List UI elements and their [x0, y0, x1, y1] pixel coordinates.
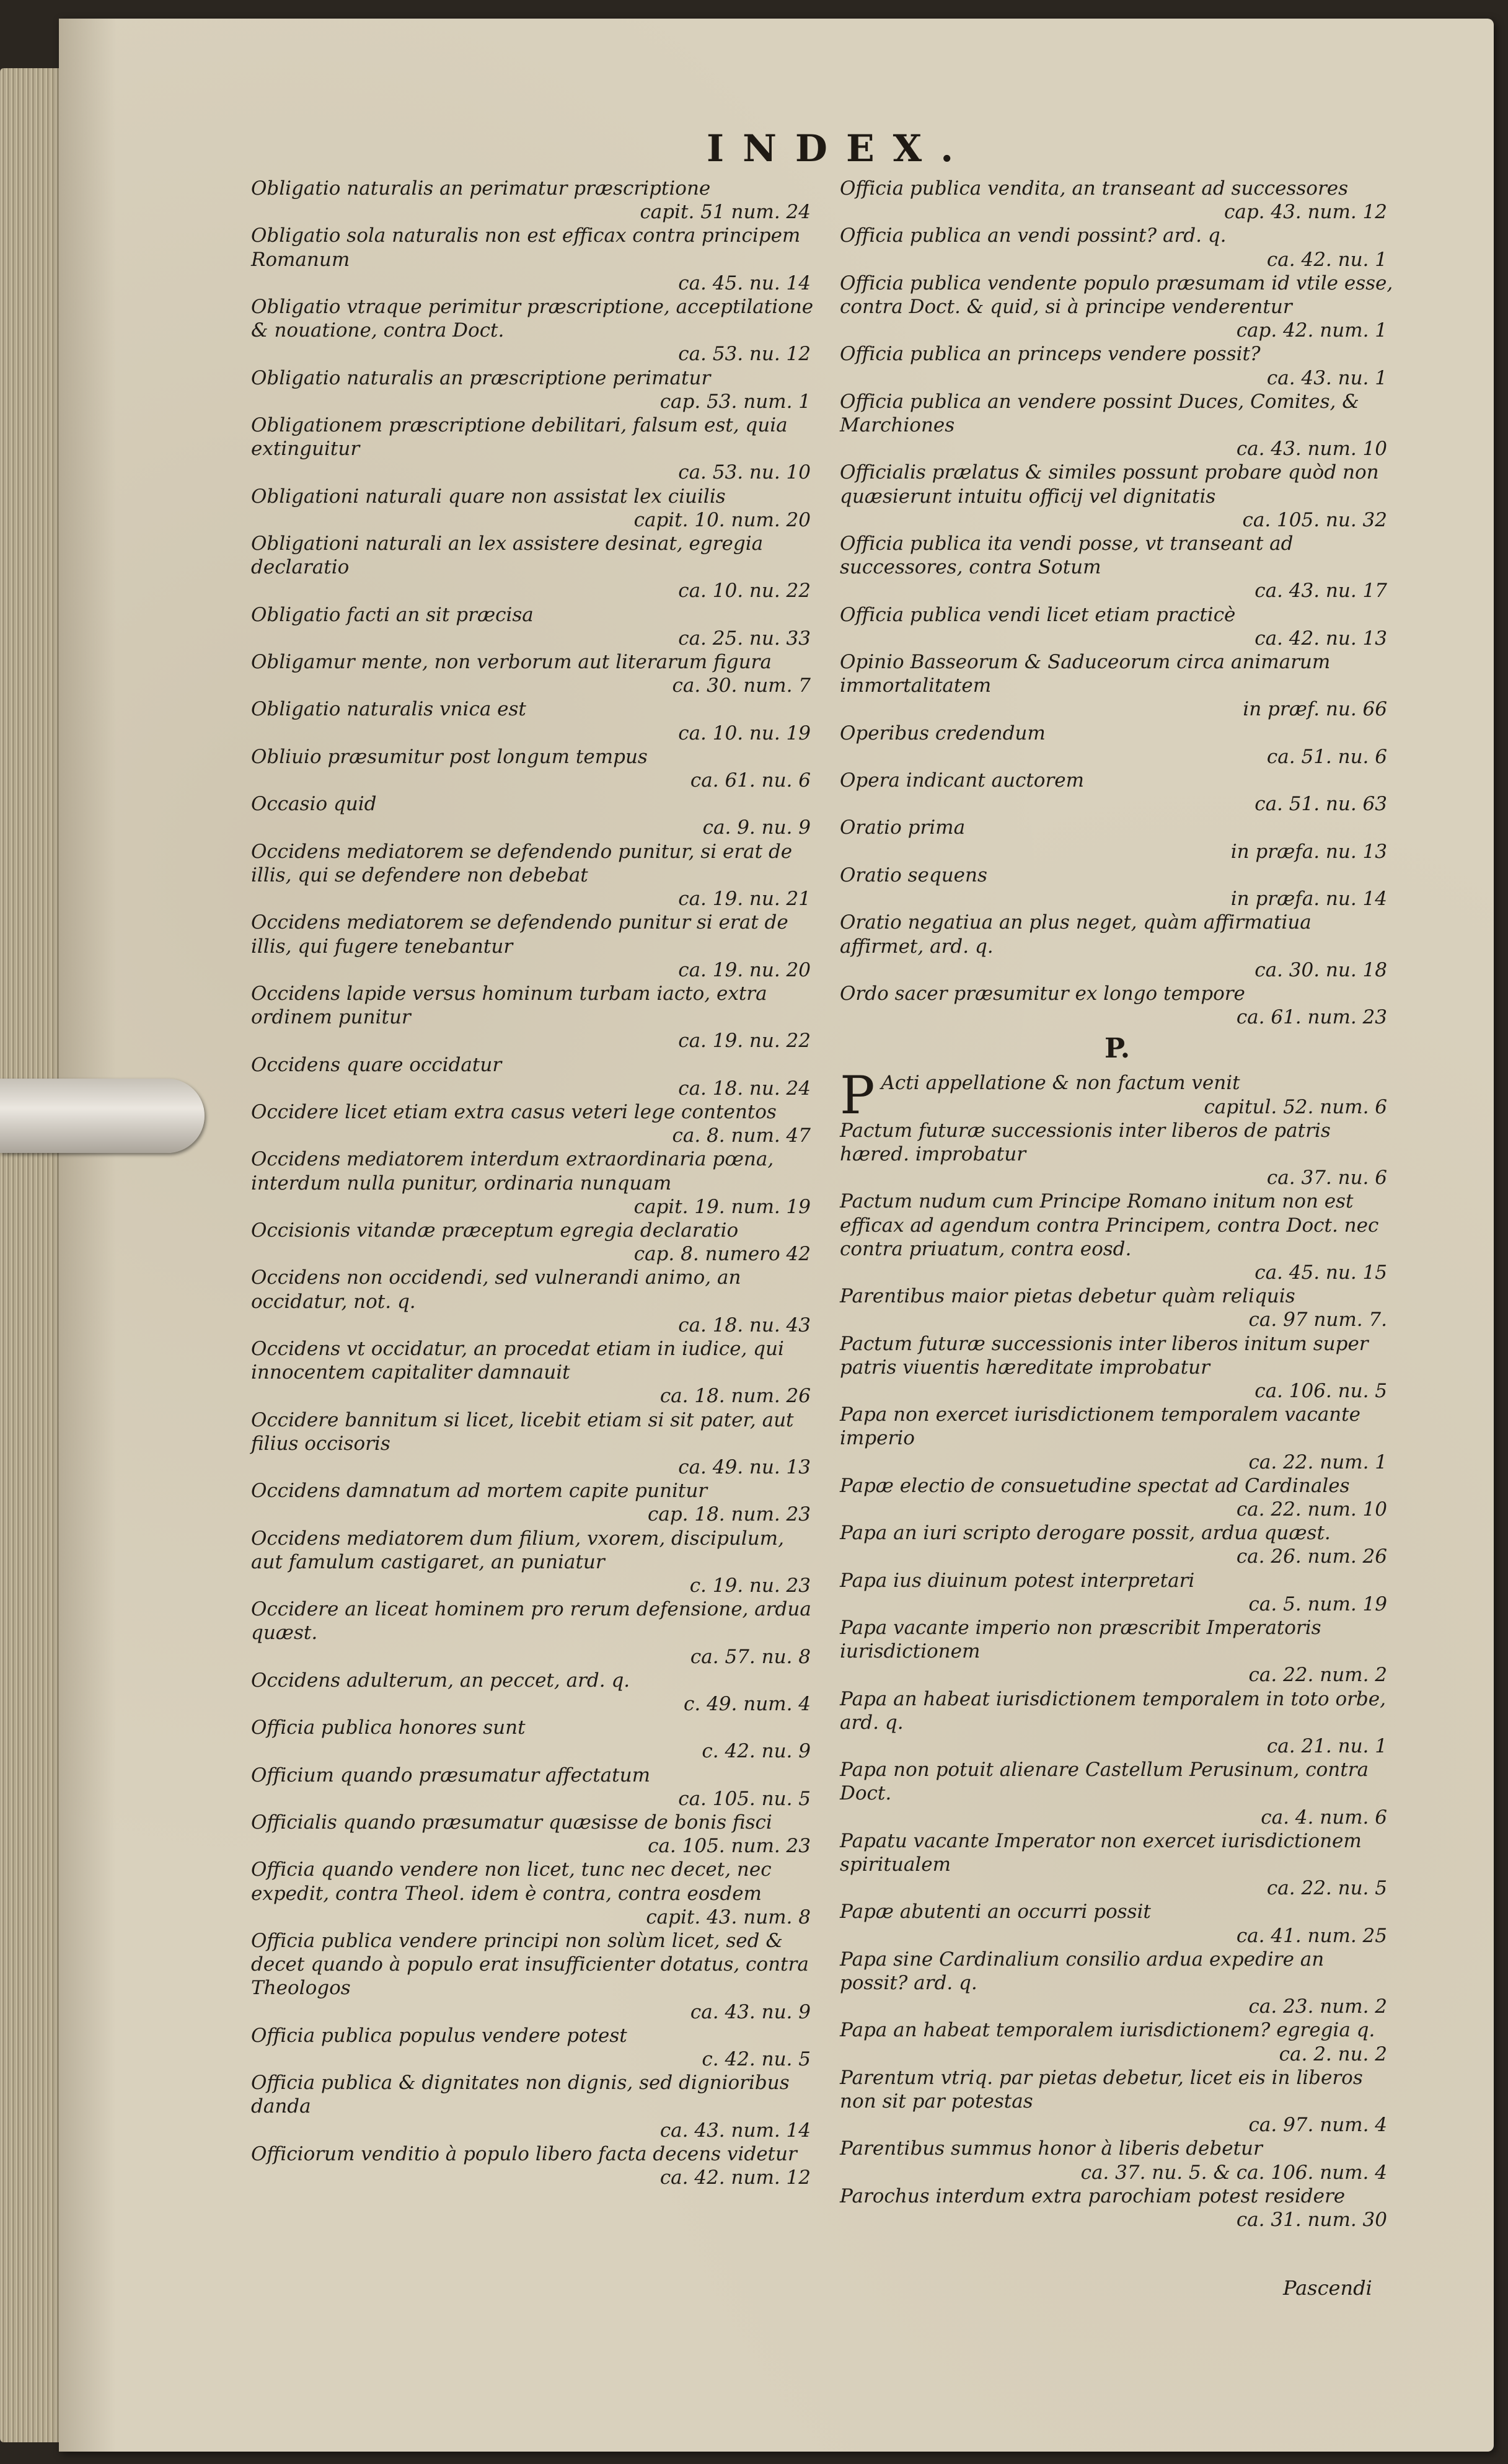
index-entry	[251, 1929, 818, 2024]
entry-reference: cap. 43. num. 12	[1224, 201, 1387, 224]
entry-text: Officia publica an vendi possint? ard. q.	[840, 224, 1227, 247]
entry-reference: ca. 43. num. 10	[1236, 438, 1387, 461]
entry-text: Officia publica vendi licet etiam practicè	[840, 603, 1236, 626]
entry-reference: ca. 37. nu. 5. & ca. 106. num. 4	[1080, 2161, 1387, 2184]
entry-text: Officialis prælatus & similes possunt probare quòd non quæsierunt intuitu officij vel dignitatis	[840, 461, 1379, 508]
entry-reference: ca. 22. num. 2	[1248, 1664, 1387, 1687]
entry-reference: ca. 53. nu. 12	[678, 343, 811, 366]
index-entry	[251, 1053, 818, 1100]
index-entry	[840, 722, 1395, 769]
index-entry	[251, 1219, 818, 1266]
index-entry	[251, 1266, 818, 1337]
entry-reference: cap. 42. num. 1	[1236, 319, 1387, 342]
entry-reference: ca. 61. nu. 6	[690, 769, 811, 792]
entry-reference: ca. 22. num. 1	[1248, 1451, 1387, 1473]
index-entry	[840, 650, 1395, 722]
index-entry	[840, 1403, 1395, 1474]
index-entry	[840, 1758, 1395, 1829]
entry-text: Occidens lapide versus hominum turbam iacto, extra ordinem punitur	[251, 982, 767, 1029]
entry-text: Parentibus maior pietas debetur quàm reliquis	[840, 1285, 1295, 1308]
entry-reference: ca. 8. num. 47	[672, 1124, 811, 1147]
entry-text: Obligatio naturalis an perimatur præscriptione	[251, 177, 711, 200]
entry-text: Acti appellatione & non factum venit	[881, 1072, 1240, 1095]
index-entry	[251, 413, 818, 485]
entry-text: Obligatio sola naturalis non est efficax contra principem Romanum	[251, 224, 801, 271]
index-entry	[251, 295, 818, 366]
index-entry	[840, 816, 1395, 863]
index-entry	[840, 1948, 1395, 2019]
entry-text: Obligamur mente, non verborum aut literarum figura	[251, 651, 772, 674]
entry-text: Occidens mediatorem dum filium, vxorem, discipulum, aut famulum castigaret, an puniatur	[251, 1527, 784, 1573]
entry-reference: ca. 57. nu. 8	[690, 1645, 811, 1668]
index-entry	[251, 1597, 818, 1669]
index-entries-o	[840, 177, 1395, 1029]
entry-text: Pactum futuræ successionis inter liberos de patris hæred. improbatur	[840, 1119, 1331, 1165]
entry-reference: ca. 53. nu. 10	[678, 461, 811, 484]
entry-text: Officia publica vendere principi non solùm licet, sed & decet quando à populo erat insufficienter dotatus, contra Theologos	[251, 1930, 809, 2000]
entry-text: Obligationi naturali an lex assistere desinat, egregia declaratio	[251, 532, 764, 579]
entry-reference: capit. 19. num. 19	[633, 1195, 811, 1218]
entry-text: Oratio prima	[840, 816, 966, 839]
index-entry	[251, 911, 818, 982]
entry-reference: ca. 18. num. 26	[659, 1385, 811, 1408]
entry-reference: ca. 21. nu. 1	[1266, 1735, 1387, 1757]
entry-reference: ca. 51. nu. 6	[1266, 745, 1387, 768]
index-entry	[251, 177, 818, 224]
entry-reference: in præf. nu. 66	[1243, 698, 1387, 721]
entry-text: Obligatio naturalis an præscriptione perimatur	[251, 366, 711, 389]
index-entry	[840, 1119, 1395, 1190]
entry-text: Parentibus summus honor à liberis debetur	[840, 2137, 1263, 2160]
entry-reference: ca. 97 num. 7.	[1248, 1309, 1387, 1331]
entry-text: Occidens mediatorem interdum extraordinaria pœna, interdum nulla punitur, ordinaria nunquam	[251, 1148, 774, 1194]
index-entry	[840, 2184, 1395, 2232]
entry-text: Occidens vt occidatur, an procedat etiam in iudice, qui innocentem capitaliter damnauit	[251, 1337, 784, 1384]
entry-reference: ca. 61. num. 23	[1236, 1006, 1387, 1029]
entry-reference: ca. 37. nu. 6	[1266, 1167, 1387, 1190]
entry-reference: ca. 22. num. 10	[1236, 1498, 1387, 1521]
entry-reference: cap. 8. numero 42	[633, 1243, 811, 1266]
index-entry	[840, 224, 1395, 271]
index-entry	[840, 532, 1395, 603]
entry-reference: in præfa. nu. 14	[1230, 888, 1387, 911]
entry-reference: in præfa. nu. 13	[1230, 840, 1387, 863]
index-entry	[251, 1479, 818, 1526]
entry-text: Occisionis vitandæ præceptum egregia declaratio	[251, 1219, 739, 1242]
entry-text: Papa an habeat temporalem iurisdictionem? egregia q.	[840, 2019, 1375, 2042]
index-entry	[840, 603, 1395, 650]
index-entry	[251, 1858, 818, 1929]
entry-text: Occasio quid	[251, 793, 377, 816]
entry-reference: ca. 2. nu. 2	[1279, 2042, 1387, 2065]
entry-text: Pactum futuræ successionis inter liberos initum super patris viuentis hæreditate improbatur	[840, 1332, 1369, 1379]
entry-text: Papa non potuit alienare Castellum Perusinum, contra Doct.	[840, 1759, 1369, 1805]
entry-reference: ca. 10. nu. 19	[678, 722, 811, 744]
entry-reference: ca. 30. nu. 18	[1254, 958, 1387, 981]
entry-text: Occidere licet etiam extra casus veteri lege contentos	[251, 1100, 777, 1123]
index-entry	[840, 1065, 1395, 1126]
entry-reference: ca. 51. nu. 63	[1254, 793, 1387, 816]
entry-reference: ca. 19. nu. 22	[678, 1030, 811, 1053]
entry-text: Officia publica & dignitates non dignis, sed dignioribus danda	[251, 2072, 790, 2118]
index-entry	[840, 1474, 1395, 1521]
index-entry	[251, 1764, 818, 1811]
entry-text: Officiorum venditio à populo libero facta decens videtur	[251, 2142, 797, 2165]
index-entry	[251, 1408, 818, 1480]
index-entry	[251, 485, 818, 532]
entry-reference: capitul. 52. num. 6	[1204, 1095, 1387, 1118]
entry-reference: ca. 19. nu. 20	[678, 958, 811, 981]
entry-text: Obligationi naturali quare non assistat lex ciuilis	[251, 485, 726, 508]
entry-reference: c. 42. nu. 9	[702, 1740, 811, 1763]
index-entry	[251, 982, 818, 1053]
entry-text: Papa an iuri scripto derogare possit, ardua quæst.	[840, 1522, 1331, 1545]
index-entry	[840, 1284, 1395, 1331]
entry-reference: ca. 42. num. 12	[659, 2166, 811, 2189]
entry-reference: capit. 51 num. 24	[640, 201, 811, 224]
index-entry	[251, 532, 818, 603]
entry-text: Oratio sequens	[840, 863, 987, 886]
index-entry	[840, 863, 1395, 911]
entry-reference: ca. 4. num. 6	[1261, 1806, 1387, 1829]
entry-text: Occidens mediatorem se defendendo punitur, si erat de illis, qui se defendere non debebat	[251, 840, 793, 886]
index-entry	[840, 2066, 1395, 2137]
entry-reference: ca. 41. num. 25	[1236, 1924, 1387, 1947]
entry-text: Obligationem præscriptione debilitari, falsum est, quia extinguitur	[251, 414, 788, 461]
entry-text: Opinio Basseorum & Saduceorum circa animarum immortalitatem	[840, 651, 1331, 697]
entry-text: Papa ius diuinum potest interpretari	[840, 1569, 1195, 1592]
entry-text: Officia publica an vendere possint Duces, Comites, & Marchiones	[840, 390, 1359, 437]
entry-reference: ca. 105. num. 23	[648, 1835, 811, 1858]
entry-text: Occidens mediatorem se defendendo punitur si erat de illis, qui fugere tenebantur	[251, 911, 788, 958]
entry-text: Parentum vtriq. par pietas debetur, licet eis in liberos non sit par potestas	[840, 2066, 1363, 2113]
entry-text: Obliuio præsumitur post longum tempus	[251, 745, 648, 768]
index-entry	[251, 1147, 818, 1219]
entry-text: Papa vacante imperio non præscribit Imperatoris iurisdictionem	[840, 1616, 1321, 1663]
entry-text: Papæ abutenti an occurri possit	[840, 1901, 1151, 1923]
book-clamp	[0, 1079, 205, 1153]
entry-text: Officialis quando præsumatur quæsisse de bonis fisci	[251, 1811, 772, 1834]
entry-reference: ca. 43. nu. 17	[1254, 580, 1387, 603]
index-entry	[251, 2024, 818, 2071]
entry-reference: ca. 42. nu. 1	[1266, 248, 1387, 271]
entry-text: Officium quando præsumatur affectatum	[251, 1764, 650, 1786]
index-entry	[840, 177, 1395, 224]
index-entry	[251, 2142, 818, 2189]
entry-text: Parochus interdum extra parochiam potest residere	[840, 2184, 1346, 2207]
entry-text: Occidere bannitum si licet, licebit etiam si sit pater, aut filius occisoris	[251, 1408, 794, 1455]
entry-text: Occidens damnatum ad mortem capite punitur	[251, 1480, 708, 1503]
entry-text: Officia publica vendente populo præsumam id vtile esse, contra Doct. & quid, si à principe venderentur	[840, 272, 1393, 319]
index-entry	[840, 982, 1395, 1029]
entry-text: Obligatio vtraque perimitur præscriptione, acceptilatione & nouatione, contra Doct.	[251, 296, 814, 342]
entry-text: Occidens quare occidatur	[251, 1053, 502, 1076]
index-entry	[251, 1100, 818, 1147]
entry-text: Officia publica populus vendere potest	[251, 2024, 627, 2047]
index-entry	[840, 1616, 1395, 1687]
index-entry	[251, 2071, 818, 2142]
index-entry	[840, 342, 1395, 389]
page-edges	[0, 68, 68, 2442]
entry-text: Occidens adulterum, an peccet, ard. q.	[251, 1669, 630, 1692]
entry-reference: c. 49. num. 4	[684, 1693, 811, 1715]
index-column-right	[840, 177, 1395, 2232]
index-entry	[251, 366, 818, 413]
index-entry	[251, 603, 818, 650]
entry-reference: ca. 18. nu. 24	[678, 1077, 811, 1100]
entry-reference: ca. 10. nu. 22	[678, 580, 811, 603]
index-entry	[840, 1900, 1395, 1947]
index-entry	[251, 1716, 818, 1763]
entry-reference: ca. 43. nu. 1	[1266, 366, 1387, 389]
catchword: Pascendi	[1283, 2276, 1372, 2300]
index-entry	[840, 1829, 1395, 1901]
index-entry	[840, 390, 1395, 461]
entry-reference: ca. 42. nu. 13	[1254, 627, 1387, 650]
entry-text: Papatu vacante Imperator non exercet iurisdictionem spiritualem	[840, 1829, 1362, 1876]
entry-reference: ca. 26. num. 26	[1236, 1545, 1387, 1568]
index-entry	[840, 1569, 1395, 1616]
index-entry	[840, 1190, 1395, 1284]
entry-reference: ca. 9. nu. 9	[702, 816, 811, 839]
entry-reference: ca. 23. num. 2	[1248, 1995, 1387, 2018]
entry-reference: ca. 45. nu. 15	[1254, 1261, 1387, 1284]
entry-reference: capit. 10. num. 20	[633, 508, 811, 531]
index-entry	[840, 461, 1395, 532]
entry-text: Officia quando vendere non licet, tunc nec decet, nec expedit, contra Theol. idem è contra, contra eosdem	[251, 1858, 772, 1905]
index-entry	[840, 2137, 1395, 2184]
entry-reference: ca. 97. num. 4	[1248, 2114, 1387, 2137]
entry-text: Officia publica vendita, an transeant ad successores	[840, 177, 1349, 200]
entry-text: Oratio negatiua an plus neget, quàm affirmatiua affirmet, ard. q.	[840, 911, 1312, 958]
entry-text: Ordo sacer præsumitur ex longo tempore	[840, 982, 1245, 1005]
index-entry	[840, 1687, 1395, 1759]
index-entry	[840, 1332, 1395, 1403]
entry-text: Opera indicant auctorem	[840, 769, 1085, 792]
index-entry	[251, 1811, 818, 1858]
index-entry	[251, 1669, 818, 1716]
entry-text: Papa non exercet iurisdictionem temporalem vacante imperio	[840, 1403, 1360, 1450]
index-entry	[251, 792, 818, 839]
dropcap: P	[840, 1065, 875, 1126]
page-header: INDEX.	[707, 127, 972, 170]
entry-text: Pactum nudum cum Principe Romano initum non est efficax ad agendum contra Principem, contra Doct. nec contra priuatum, contra eosd.	[840, 1190, 1379, 1260]
index-entry	[251, 697, 818, 744]
index-entry	[251, 1527, 818, 1598]
entry-reference: ca. 31. num. 30	[1236, 2209, 1387, 2232]
entry-text: Obligatio facti an sit præcisa	[251, 603, 534, 626]
index-entry	[840, 272, 1395, 343]
entry-reference: ca. 105. nu. 5	[678, 1787, 811, 1810]
index-column-left	[251, 177, 818, 2189]
entry-text: Officia publica honores sunt	[251, 1716, 526, 1739]
entry-text: Occidens non occidendi, sed vulnerandi animo, an occidatur, not. q.	[251, 1266, 741, 1313]
entry-reference: cap. 18. num. 23	[647, 1503, 811, 1526]
entry-text: Obligatio naturalis vnica est	[251, 698, 526, 721]
entry-reference: ca. 30. num. 7	[672, 674, 811, 697]
letter-heading: P.	[1104, 1033, 1131, 1065]
entry-reference: ca. 45. nu. 14	[678, 272, 811, 294]
entry-reference: c. 19. nu. 23	[689, 1574, 811, 1597]
entry-text: Occidere an liceat hominem pro rerum defensione, ardua quæst.	[251, 1598, 811, 1645]
index-entry	[840, 911, 1395, 982]
entry-reference: ca. 106. nu. 5	[1254, 1379, 1387, 1402]
entry-reference: ca. 43. nu. 9	[690, 2000, 811, 2023]
entry-text: Operibus credendum	[840, 722, 1046, 744]
entry-reference: c. 42. nu. 5	[702, 2048, 811, 2071]
entry-text: Officia publica an princeps vendere possit?	[840, 343, 1261, 366]
entry-reference: cap. 53. num. 1	[659, 390, 811, 413]
index-entry	[251, 1337, 818, 1408]
index-entry	[840, 1521, 1395, 1568]
entry-reference: ca. 25. nu. 33	[678, 627, 811, 650]
index-entry	[251, 650, 818, 697]
index-entry	[251, 224, 818, 295]
index-entry	[840, 769, 1395, 816]
entry-text: Officia publica ita vendi posse, vt transeant ad successores, contra Sotum	[840, 532, 1294, 579]
index-entry	[251, 840, 818, 911]
entry-reference: ca. 19. nu. 21	[678, 888, 811, 911]
index-entry	[251, 745, 818, 792]
index-entry	[840, 2018, 1395, 2065]
entry-reference: ca. 22. nu. 5	[1266, 1877, 1387, 1900]
entry-text: Papæ electio de consuetudine spectat ad Cardinales	[840, 1474, 1350, 1497]
entry-text: Papa an habeat iurisdictionem temporalem in toto orbe, ard. q.	[840, 1687, 1386, 1734]
index-entries-p	[840, 1065, 1395, 2232]
entry-reference: ca. 43. num. 14	[659, 2119, 811, 2142]
entry-reference: ca. 105. nu. 32	[1242, 508, 1387, 531]
entry-reference: capit. 43. num. 8	[646, 1905, 811, 1928]
entry-reference: ca. 5. num. 19	[1248, 1592, 1387, 1615]
entry-text: Papa sine Cardinalium consilio ardua expedire an possit? ard. q.	[840, 1948, 1325, 1995]
entry-reference: ca. 18. nu. 43	[678, 1314, 811, 1336]
entry-reference: ca. 49. nu. 13	[678, 1455, 811, 1478]
